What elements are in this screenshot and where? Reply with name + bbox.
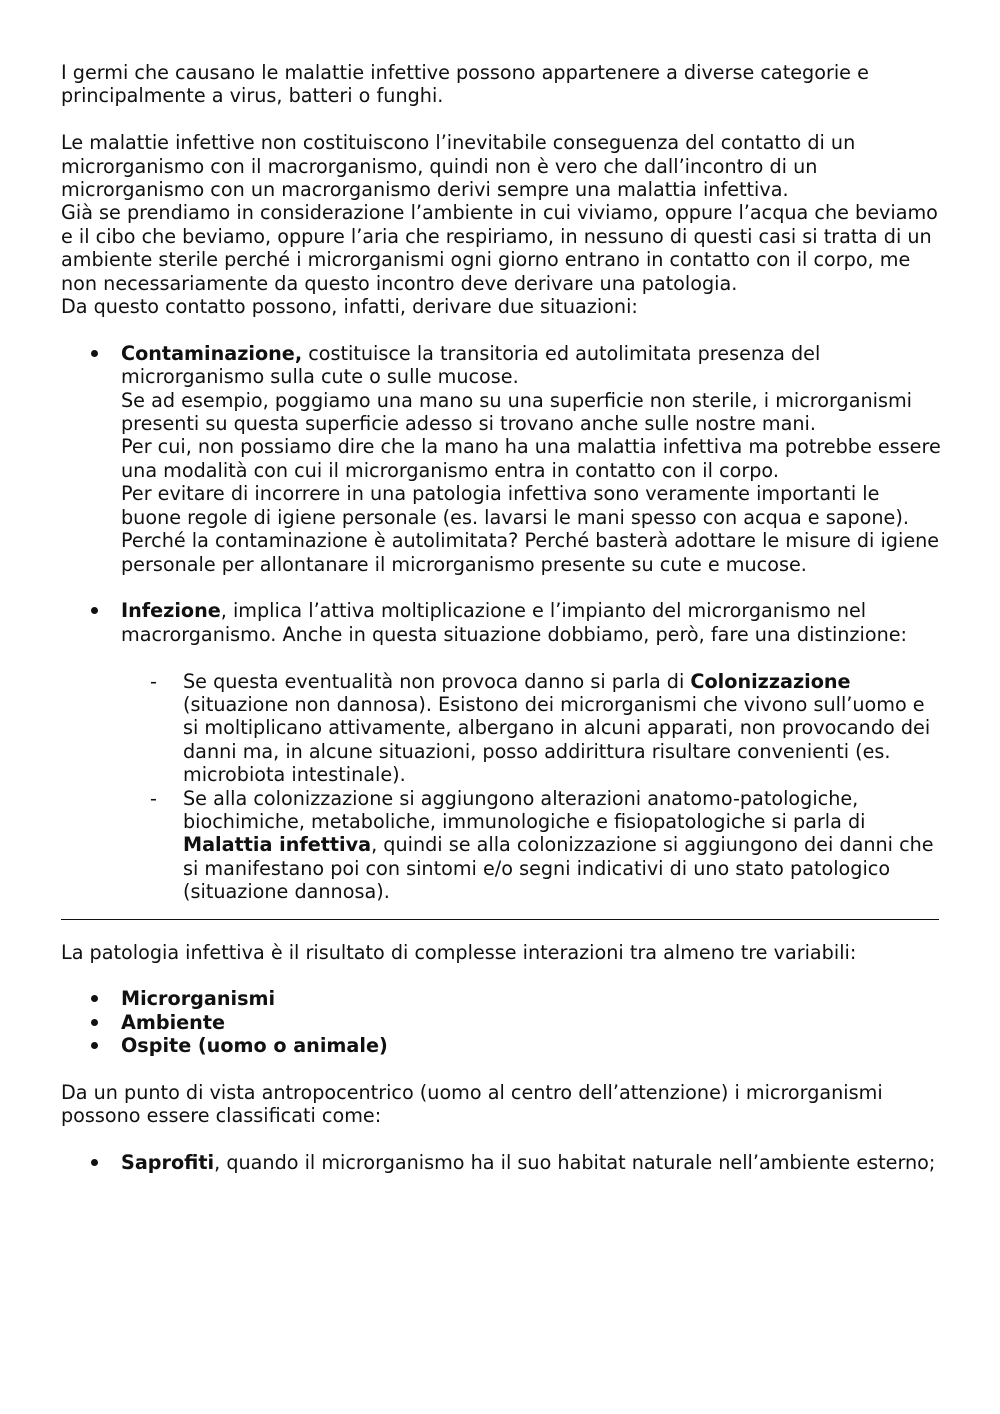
term-contaminazione: Contaminazione, bbox=[121, 341, 303, 365]
infezione-sublist bbox=[61, 670, 941, 904]
list-item-ambiente: Ambiente bbox=[61, 1011, 941, 1034]
situations-list bbox=[61, 342, 941, 576]
document-page bbox=[61, 61, 941, 1175]
variabili-intro: La patologia infettiva è il risultato di complesse interazioni tra almeno tre variabili: bbox=[61, 940, 857, 964]
intro-paragraph-2-line-3: Da questo contatto possono, infatti, derivare due situazioni: bbox=[61, 295, 638, 319]
contaminazione-line-1: Se ad esempio, poggiamo una mano su una superficie non sterile, i microrganismi presenti su questa superficie adesso si trovano anche sulle nostre mani. bbox=[121, 388, 912, 436]
term-colonizzazione: Colonizzazione bbox=[690, 669, 851, 693]
contaminazione-line-3: Per evitare di incorrere in una patologia infettiva sono veramente importanti le buone regole di igiene personale (es. lavarsi le mani spesso con acqua e sapone). bbox=[121, 482, 909, 529]
contaminazione-line-4: Perché la contaminazione è autolimitata? Perché basterà adottare le misure di igiene personale per allontanare il microrganismo presente su cute e mucose. bbox=[121, 529, 940, 576]
contaminazione-line-2: Per cui, non possiamo dire che la mano ha una malattia infettiva ma potrebbe essere una modalità con cui il microrganismo entra in contatto con il corpo. bbox=[121, 435, 941, 482]
contaminazione-definition: costituisce la transitoria ed autolimitata presenza del microrganismo sulla cute o sulle mucose. bbox=[121, 341, 821, 389]
sublist-item-malattia-infettiva: - Se alla colonizzazione si aggiungono alterazioni anatomo-patologiche, biochimiche, metaboliche, immunologiche e fisiopatologiche si parla di Malattia infettiva, quindi se alla colonizzazione si aggiungono dei danni che si manifestano poi con sintomi e/o segni indicativi di uno stato patologico (situazione dannosa). bbox=[61, 787, 941, 904]
list-item-infezione bbox=[61, 599, 941, 646]
list-item-saprofiti: Saprofiti, quando il microrganismo ha il suo habitat naturale nell’ambiente esterno; bbox=[61, 1151, 941, 1174]
classificazione-list bbox=[61, 1151, 941, 1174]
classificazione-intro: Da un punto di vista antropocentrico (uomo al centro dell’attenzione) i microrganismi possono essere classificati come: bbox=[61, 1080, 883, 1128]
intro-paragraph-2-line-1: Le malattie infettive non costituiscono l’inevitabile conseguenza del contatto di un microrganismo con il macrorganismo, quindi non è vero che dall’incontro di un microrganismo con un macrorganismo derivi sempre una malattia infettiva. bbox=[61, 131, 856, 202]
sublist-item-colonizzazione: - Se questa eventualità non provoca danno si parla di Colonizzazione (situazione non dannosa). Esistono dei microrganismi che vivono sull’uomo e si moltiplicano attivamente, albergano in alcuni apparati, non provocando dei danni ma, in alcune situazioni, posso addirittura risultare convenienti (es. microbiota intestinale). bbox=[61, 670, 941, 787]
infezione-definition: , implica l’attiva moltiplicazione e l’impianto del microrganismo nel macrorganismo. Anche in questa situazione dobbiamo, però, fare una distinzione: bbox=[121, 599, 908, 646]
list-item-microrganismi: Microrganismi bbox=[61, 987, 941, 1010]
term-saprofiti: Saprofiti bbox=[121, 1151, 215, 1175]
variabili-list bbox=[61, 987, 941, 1057]
term-malattia-infettiva: Malattia infettiva bbox=[183, 833, 372, 857]
term-infezione: Infezione bbox=[121, 599, 221, 623]
intro-paragraph-1: I germi che causano le malattie infettive possono appartenere a diverse categorie e principalmente a virus, batteri o funghi. bbox=[61, 61, 869, 108]
list-item-ospite: Ospite (uomo o animale) bbox=[61, 1034, 941, 1057]
list-item-contaminazione bbox=[61, 342, 941, 576]
infezione-list bbox=[61, 599, 941, 646]
intro-paragraph-2-line-2: Già se prendiamo in considerazione l’ambiente in cui viviamo, oppure l’acqua che beviamo e il cibo che beviamo, oppure l’aria che respiriamo, in nessuno di questi casi si tratta di un ambiente sterile perché i microrganismi ogni giorno entrano in contatto con il corpo, me non necessariamente da questo incontro deve derivare una patologia. bbox=[61, 201, 938, 295]
